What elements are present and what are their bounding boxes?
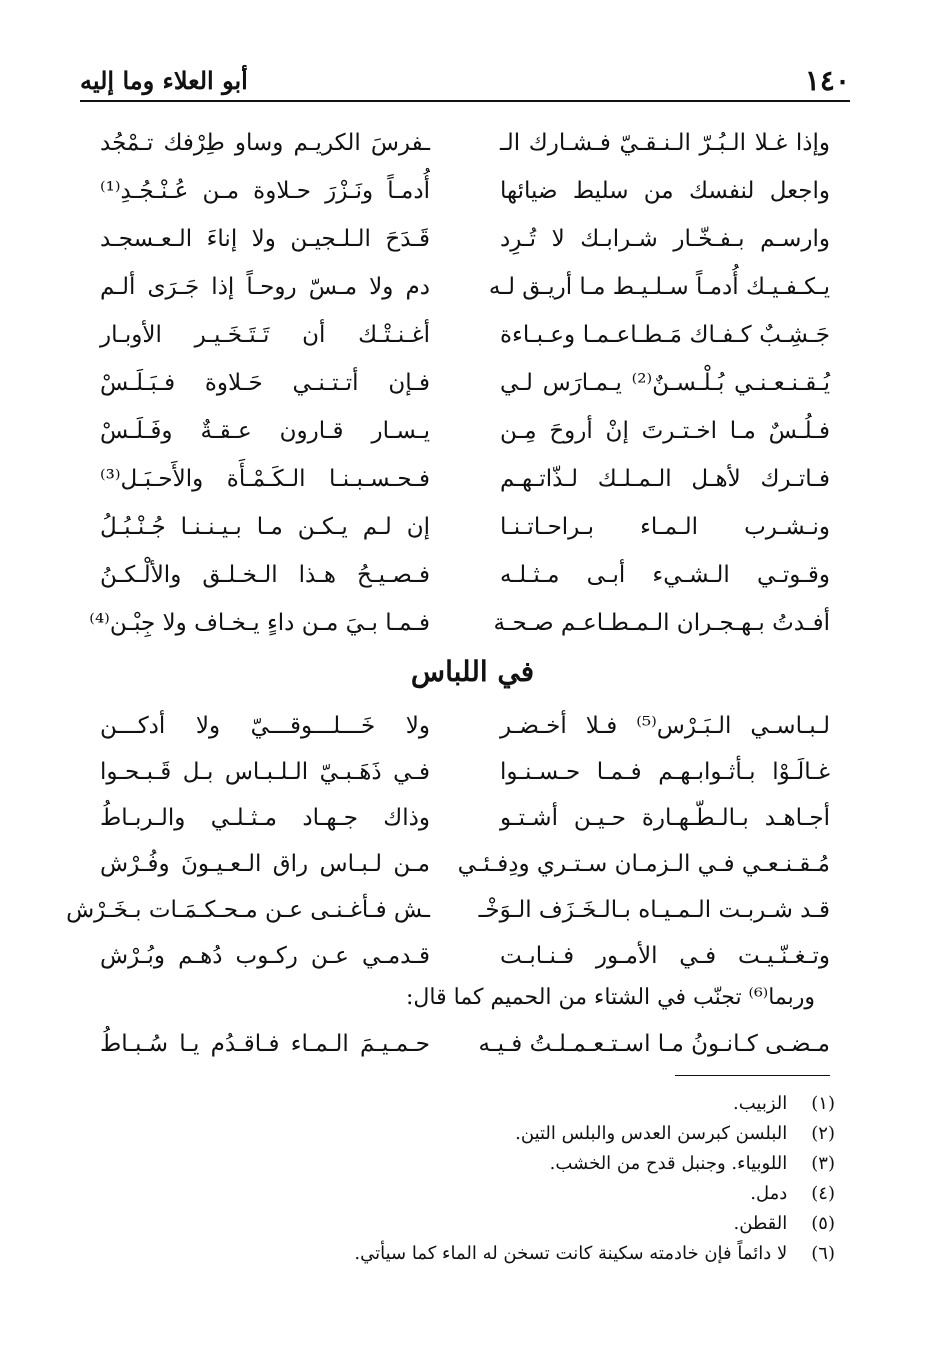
verse-line [100, 706, 830, 746]
footnote-marker: (١) [811, 1093, 835, 1114]
verse-line [100, 411, 830, 451]
verse-first-hemistich: لـبـاسـي الـبَـرْس⁽⁵⁾ فـلا أخـضـر [500, 713, 830, 739]
footnote [750, 1180, 835, 1208]
footnote [354, 1240, 835, 1268]
footnote-marker: (٢) [811, 1123, 835, 1144]
footnote-text: لا دائماً فإن خادمته سكينة كانت تسخن له الماء كما سيأتي. [354, 1243, 788, 1264]
footnote-marker: (٥) [811, 1213, 835, 1234]
footnote-rule [675, 1075, 830, 1076]
verse-first-hemistich: ونـشـرب الـمـاء بـراحـاتـنـا [500, 514, 830, 540]
footnote [733, 1090, 835, 1118]
verse-first-hemistich: وقـوتـي الـشـيء أبـى مـثـلـه [500, 562, 830, 588]
verse-second-hemistich: يـسـار قـارون عـقـةٌ وفَـلَـسْ [100, 418, 430, 444]
verse-line [100, 123, 830, 163]
verse-line [66, 890, 830, 930]
footnote [515, 1120, 835, 1148]
verse-line [100, 459, 830, 499]
verse-first-hemistich: يـكـفـيـك أُدمـاً سـلـيـط مـا أريـق لـه [488, 274, 830, 300]
verse-second-hemistich: فـي ذَهَـبـيّ الـلـبـاس بـل قَـبـحـوا [100, 759, 430, 785]
footnote-marker: (٣) [811, 1153, 835, 1174]
verse-first-hemistich: أفـدتُ بـهـجـران الـمـطـاعـم صـحـة [493, 610, 830, 636]
section-heading: في اللباس [410, 655, 535, 688]
verse-second-hemistich: دم ولا مـسّ روحـاً إذا جَـرَى ألـم [100, 274, 430, 300]
footnote [550, 1150, 835, 1178]
verse-second-hemistich: قـدمـي عـن ركـوب دُهـم وبُـرْش [100, 943, 430, 969]
verse-second-hemistich: فـحـسـبـنـا الـكَـمْـأَة والأَحـبَـل⁽³⁾ [100, 466, 430, 492]
verse-first-hemistich: مـضـى كـانـونُ مـا اسـتـعـمـلـتُ فـيـه [478, 1031, 830, 1057]
verse-line [100, 219, 830, 259]
verse-line [100, 363, 830, 403]
verse-first-hemistich: فـاتـرك لأهـل الـمـلـك لـذّاتـهـم [500, 466, 830, 492]
verse-second-hemistich: ـفرسَ الكريـم وساو طِرْفك تـمْجُد [100, 130, 430, 156]
verse-second-hemistich: مـن لـبـاس راق الـعـيـونَ وفُـرْش [100, 851, 430, 877]
verse-second-hemistich: أغـنـتْـك أن تَـتَـخَـيـر الأوبـار [100, 322, 430, 348]
verse-line [100, 936, 830, 976]
verse-line [100, 798, 830, 838]
footnote-text: اللوبياء. وجنبل قدح من الخشب. [549, 1153, 788, 1174]
footnote-text: الزبيب. [733, 1093, 788, 1114]
verse-line [100, 507, 830, 547]
verse-line [100, 555, 830, 595]
verse-line [100, 1024, 830, 1064]
verse-second-hemistich: ولا خَـــلـــوقـــيّ ولا أدكـــن [100, 713, 430, 739]
running-title: أبو العلاء وما إليه [80, 66, 248, 95]
prose-line: وربما⁽⁶⁾ تجنّب في الشتاء من الحميم كما قال: [406, 985, 815, 1010]
verse-first-hemistich: وإذا غـلا الـبُـرّ الـنـقـيّ فـشـارك الـ [500, 130, 830, 156]
verse-second-hemistich: حـمـيـمَ الـمـاء فـاقـدُم يـا سُـبـاطُ [100, 1031, 430, 1057]
verse-line [89, 603, 830, 643]
verse-first-hemistich: جَـشِـبٌ كـفـاك مَـطـاعـمـا وعـبـاءة [500, 322, 830, 348]
verse-second-hemistich: وذاك جـهـاد مـثـلـي والـربـاطُ [100, 805, 430, 831]
verse-second-hemistich: فـصـيـحُ هـذا الـخـلـق والألْـكـنُ [100, 562, 430, 588]
page-number: ١٤٠ [804, 64, 850, 97]
verse-line [100, 267, 830, 307]
verse-first-hemistich: قـد شـربـت الـمـيـاه بـالـخَـزَف الـوَخْـ [478, 897, 830, 923]
verse-first-hemistich: أجـاهـد بـالـطّـهـارة حـيـن أشـتـو [500, 805, 830, 831]
verse-line [100, 752, 830, 792]
footnote-text: دمل. [750, 1183, 788, 1204]
verse-first-hemistich: فـلُـسٌ مـا اخـتـرتَ إنْ أروحَ مِـن [500, 418, 830, 444]
verse-first-hemistich: واجعل لنفسك من سليط ضيائها [500, 178, 830, 204]
footnote-text: البلسن كبرسن العدس والبلس التين. [515, 1123, 788, 1144]
verse-second-hemistich: إن لـم يـكـن مـا بـيـنـنـا جُـنْـبُـلُ [100, 514, 430, 540]
footnote [733, 1210, 835, 1238]
verse-line [100, 844, 830, 884]
verse-second-hemistich: قَـدَحَ الـلـجيـن ولا إناءَ الـعـسجـد [100, 226, 430, 252]
verse-first-hemistich: وارسـم بـفـخّـار شـرابـك لا تُـرِد [500, 226, 830, 252]
footnote-text: القطن. [733, 1213, 788, 1234]
verse-second-hemistich: فـإن أتـتـنـي حَـلاوة فـبَـلَـسْ [100, 370, 430, 396]
verse-first-hemistich: مُـقـنـعـي فـي الـزمـان سـتـري ودِفـئـي [457, 851, 830, 877]
footnote-marker: (٦) [811, 1243, 835, 1264]
verse-first-hemistich: غـالَـوْا بـأثـوابـهـم فـمـا حـسـنـوا [500, 759, 830, 785]
header-rule [80, 100, 850, 102]
verse-line [100, 171, 830, 211]
page-header [80, 62, 850, 102]
verse-line [100, 315, 830, 355]
verse-second-hemistich: أُدمـاً ونَـزْرَ حـلاوة مـن عُـنْـجُـدِ⁽¹⁾ [100, 178, 430, 204]
verse-second-hemistich: ـش فـأغـنـى عـن مـحـكـمَـات بـخَـرْش [66, 897, 430, 923]
footnote-marker: (٤) [811, 1183, 835, 1204]
verse-first-hemistich: يُـقـنـعـنـي بُـلْـسـنٌ⁽²⁾ يـمـارَس لـي [500, 370, 830, 396]
verse-first-hemistich: وتـغـنّـيـت فـي الأمـور فـنـابـت [500, 943, 830, 969]
verse-second-hemistich: فـمـا بـيَ مـن داءٍ يـخـاف ولا جِبْـن⁽⁴⁾ [89, 610, 430, 636]
